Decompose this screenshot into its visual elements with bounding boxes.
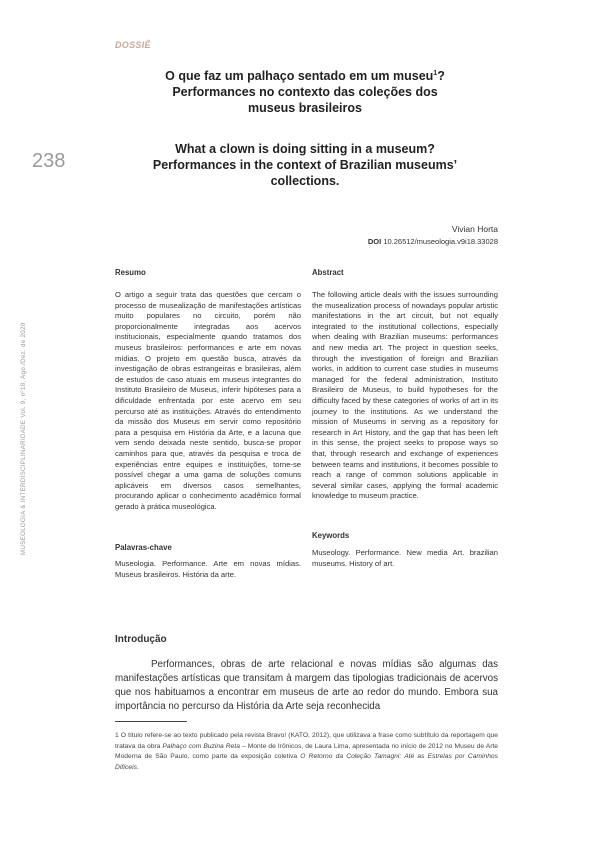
footnote-part3: . — [136, 763, 139, 771]
keywords-text: Museology. Performance. New media Art. brazilian museums. History of art. — [312, 548, 498, 568]
intro-heading: Introdução — [115, 634, 167, 645]
footnote-artwork-title: Palhaço com Buzina Reta — [162, 742, 240, 750]
title-portuguese — [115, 66, 495, 116]
footnote-part2: – Monte de Irônicos, de Laura Lima, apresentada no início de 2012 no Museu de Arte Moderna de São Paulo, como parte da exposição coletiva — [115, 742, 498, 761]
section-label: DOSSIÊ — [115, 40, 151, 50]
doi[interactable] — [368, 237, 498, 246]
title-en-line1: What a clown is doing sitting in a museum? — [175, 142, 435, 156]
title-en-line3: collections. — [270, 174, 340, 188]
footnote — [115, 731, 498, 773]
doi-label: DOI — [367, 237, 382, 246]
resumo-heading: Resumo — [115, 268, 146, 277]
running-head-text: MUSEOLOGIA & INTERDISCIPLINARIDADE Vol. 9, nº18, Ago./Dez. de 2020 — [20, 322, 27, 555]
footnote-marker[interactable]: 1 — [433, 70, 438, 77]
title-pt-line3: museus brasileiros — [248, 101, 362, 116]
author-name: Vivian Horta — [451, 224, 498, 234]
title-english — [115, 141, 495, 189]
doi-value[interactable]: 10.26512/museologia.v9i18.33028 — [383, 237, 498, 246]
running-head-vertical — [20, 175, 30, 555]
intro-paragraph: Performances, obras de arte relacional e novas mídias são algumas das manifestações artísticas que transitam à margem das tipologias tradicionais de acervos que nos habituamos a encontrar em museus de arte ao redor do mundo. Embora sua importância no percurso da História da Arte seja reconhecida — [115, 659, 498, 712]
footnote-exhibition-title: O Retorno da Coleção Tamagni: Até as Estrelas por Caminhos Difíceis — [115, 753, 498, 771]
title-pt-line1-end: ? — [437, 69, 445, 84]
palavras-chave-text: Museologia. Performance. Arte em novas mídias. Museus brasileiros. História da arte. — [115, 559, 301, 579]
palavras-chave-heading: Palavras-chave — [115, 543, 172, 552]
abstract-heading: Abstract — [312, 268, 344, 277]
resumo-text: O artigo a seguir trata das questões que cercam o processo de musealização de manifestações artísticas muito populares no circuito, porém não proporcionalmente integradas aos acervos institucionais, especialmente quando tratamos dos museus brasileiros: performances e arte em novas mídias. O projeto em questão busca, através da investigação de obras estrangeiras e brasileiras, além de estudos de caso atuais em museus integrantes do Instituto Brasileiro de Museus, inferir hipóteses para a dificuldade enfrentada por este acervo em seu percurso até as instituições. Através do entendimento da missão dos Museus em servir como repositório para a pesquisa em História da Arte, e a lacuna que vem sendo deixada neste sentido, busca-se propor caminhos para que, através da pesquisa e troca de experiências entre equipes e instituições, torne-se possível chegar a uma gama de soluções comuns aplicáveis em diversos casos semelhantes, procurando aplicar o conhecimento acadêmico formal gerado à prática museológica. — [115, 290, 301, 511]
title-pt-line2: Performances no contexto das coleções dos — [172, 85, 438, 100]
title-en-line2: Performances in the context of Brazilian museums’ — [152, 158, 458, 172]
footnote-part1: 1 O título refere-se ao texto publicado pela revista Bravo! (KATO, 2012), que utilizava a frase como subtítulo da reportagem que tratava da obra — [115, 732, 498, 750]
abstract-text: The following article deals with the issues surrounding the musealization process of nowadays popular artistic manifestations in the art circuit, but not equally integrated to the institutional collections, especially when dealing with Brazilian museums: performances and new media art. The project in question seeks, through the investigation of foreign and Brazilian works, in addition to current case studies in museums managed for the federal administration, Instituto Brasileiro de Museus, to build hypotheses for the difficulty faced by these categories of works of art in its journey to the institutions. As we understand the mission of Museums in serving as a repository for research in Art History, and the gap that has been left in this sense, the project seeks to propose ways so that, through research and exchange of experiences between teams and institutions, it becomes possible to reach a range of common solutions applicable in several similar cases, applying the formal academic knowledge to museum practice. — [312, 290, 498, 501]
keywords-heading: Keywords — [312, 531, 350, 540]
title-pt-line1: O que faz um palhaço sentado em um museu — [165, 69, 434, 84]
footnote-divider — [115, 721, 187, 722]
page-number: 238 — [32, 150, 66, 172]
